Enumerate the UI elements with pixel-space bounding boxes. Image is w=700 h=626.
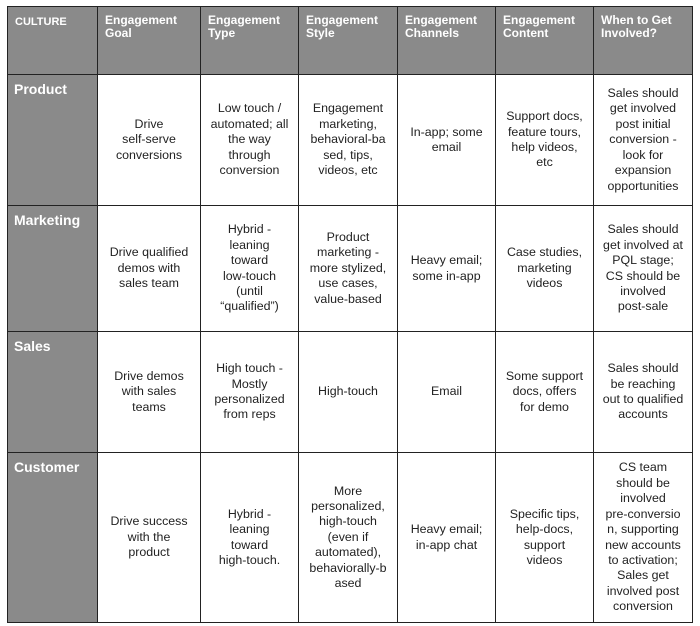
cell-goal xyxy=(98,75,201,206)
header-line: Content xyxy=(503,26,549,40)
cell-line: Drive qualified xyxy=(109,245,189,260)
cell-line: CS should be xyxy=(605,268,681,283)
cell-line: Hybrid - xyxy=(227,222,272,237)
cell-line: expansion xyxy=(614,163,672,178)
cell-goal xyxy=(98,332,201,453)
cell-line: Product xyxy=(326,229,370,244)
cell-line: Drive xyxy=(134,116,164,131)
cell-line: post initial xyxy=(615,116,671,131)
cell-line: High-touch xyxy=(318,384,378,399)
cell-line: high-touch. xyxy=(218,552,281,567)
cell-line: help videos, xyxy=(511,140,578,154)
cell-line: personalized, xyxy=(311,498,385,513)
cell-line: more stylized, xyxy=(309,260,387,275)
cell-line: help-docs, xyxy=(515,522,574,537)
cell-goal xyxy=(98,453,201,623)
cell-line: use cases, xyxy=(318,276,378,291)
cell-line: In-app; some xyxy=(410,124,483,139)
cell-style xyxy=(299,75,398,206)
cell-line: product xyxy=(128,545,170,560)
cell-line: toward xyxy=(230,253,269,268)
cell-content xyxy=(496,332,594,453)
cell-line: teams xyxy=(132,399,166,414)
cell-type xyxy=(201,453,299,623)
cell-line: Heavy email; xyxy=(410,253,483,268)
cell-line: automated), xyxy=(314,545,382,560)
cell-line: post-sale xyxy=(617,299,669,314)
cell-line: self-serve xyxy=(122,132,176,147)
cell-line: for demo xyxy=(520,399,569,414)
cell-line: conversion - xyxy=(609,132,677,147)
cell-line: marketing, xyxy=(319,116,377,131)
cell-line: Case studies, xyxy=(506,245,583,260)
cell-line: get involved at xyxy=(603,237,683,252)
cell-line: behavioral-ba xyxy=(310,132,386,147)
cell-line: new accounts xyxy=(605,537,681,552)
cell-channels xyxy=(398,75,496,206)
cell-line: with sales xyxy=(121,384,177,399)
cell-line: demos with xyxy=(117,260,181,275)
cell-line: pre-conversio xyxy=(605,506,681,521)
cell-line: (until xyxy=(236,283,263,298)
cell-line: marketing xyxy=(517,260,572,275)
header-line: When to Get xyxy=(601,13,672,27)
cell-line: Sales should xyxy=(607,361,679,376)
cell-when-involved xyxy=(594,332,693,453)
cell-type xyxy=(201,75,299,206)
row-label: Marketing xyxy=(8,206,98,332)
cell-line: some in-app xyxy=(412,268,481,283)
header-line: Channels xyxy=(405,26,460,40)
cell-line: feature tours, xyxy=(507,124,581,139)
cell-line: involved xyxy=(620,491,666,506)
cell-line: “qualified”) xyxy=(220,299,279,314)
cell-when-involved xyxy=(594,453,693,623)
cell-content xyxy=(496,75,594,206)
cell-line: high-touch xyxy=(319,514,377,529)
cell-line: (even if xyxy=(327,529,369,544)
cell-line: etc xyxy=(536,155,553,170)
table-row xyxy=(8,453,693,623)
cell-line: n, supporting xyxy=(607,522,679,537)
header-line: Engagement xyxy=(306,13,379,27)
cell-line: personalized xyxy=(214,392,285,406)
cell-line: conversion xyxy=(613,599,673,614)
table-row xyxy=(8,332,693,453)
header-line: Engagement xyxy=(503,13,576,27)
table-row xyxy=(8,75,693,206)
cell-line: Some support xyxy=(505,368,584,383)
header-line: Style xyxy=(306,26,335,40)
header-line: Engagement xyxy=(105,13,178,27)
cell-line: involved post xyxy=(606,583,680,598)
header-line: Engagement xyxy=(208,13,281,27)
header-engagement-type xyxy=(201,7,299,75)
cell-line: Sales get xyxy=(617,568,669,583)
cell-line: videos, etc xyxy=(318,163,378,178)
cell-line: Low touch / xyxy=(217,101,282,116)
header-engagement-goal xyxy=(98,7,201,75)
header-culture: CULTURE xyxy=(8,7,98,75)
cell-line: from reps xyxy=(223,407,276,422)
header-line: Goal xyxy=(105,26,132,40)
table-row xyxy=(8,206,693,332)
cell-content xyxy=(496,453,594,623)
cell-channels xyxy=(398,332,496,453)
cell-line: Drive success xyxy=(110,514,188,529)
cell-line: PQL stage; xyxy=(612,253,674,268)
row-label: Customer xyxy=(8,453,98,623)
cell-line: with the xyxy=(127,529,171,544)
header-line: Engagement xyxy=(405,13,478,27)
cell-line: involved xyxy=(620,283,666,298)
cell-line: automated; all xyxy=(210,116,289,131)
cell-line: should be xyxy=(616,475,670,490)
header-line: Involved? xyxy=(601,26,658,40)
cell-type xyxy=(201,332,299,453)
cell-line: out to qualified xyxy=(602,392,684,406)
table-body xyxy=(8,75,693,623)
cell-line: opportunities xyxy=(607,178,679,193)
cell-line: Heavy email; xyxy=(410,522,483,537)
cell-line: accounts xyxy=(618,407,668,422)
row-label: Sales xyxy=(8,332,98,453)
cell-line: Sales should xyxy=(607,86,679,101)
cell-line: CS team xyxy=(618,460,668,475)
header-when-to-get-involved xyxy=(594,7,693,75)
cell-line: Sales should xyxy=(607,222,679,237)
cell-line: in-app chat xyxy=(415,537,478,552)
cell-line: sales team xyxy=(119,276,179,291)
header-engagement-channels xyxy=(398,7,496,75)
cell-line: sed, tips, xyxy=(323,147,373,162)
cell-line: Email xyxy=(431,384,462,399)
cell-line: the way xyxy=(228,132,271,147)
cell-line: Support docs, xyxy=(506,109,583,124)
cell-line: Engagement xyxy=(312,101,384,116)
cell-line: value-based xyxy=(314,291,382,306)
cell-line: ased xyxy=(334,576,362,591)
cell-line: conversion xyxy=(219,163,280,178)
cell-when-involved xyxy=(594,206,693,332)
cell-line: leaning xyxy=(229,522,270,537)
cell-line: Specific tips, xyxy=(509,506,580,521)
cell-line: toward xyxy=(230,537,269,552)
cell-content xyxy=(496,206,594,332)
cell-line: be reaching xyxy=(610,376,676,391)
cell-line: low-touch xyxy=(222,268,277,283)
cell-type xyxy=(201,206,299,332)
header-engagement-style xyxy=(299,7,398,75)
cell-line: videos xyxy=(526,276,563,291)
header-line: Type xyxy=(208,26,236,40)
cell-line: docs, offers xyxy=(512,384,577,399)
culture-engagement-table xyxy=(7,6,693,623)
cell-channels xyxy=(398,453,496,623)
cell-line: support xyxy=(523,537,566,552)
row-label: Product xyxy=(8,75,98,206)
header-engagement-content xyxy=(496,7,594,75)
cell-channels xyxy=(398,206,496,332)
cell-line: leaning xyxy=(229,237,270,252)
cell-goal xyxy=(98,206,201,332)
cell-line: get involved xyxy=(609,101,677,116)
cell-line: Hybrid - xyxy=(227,506,272,521)
cell-style xyxy=(299,332,398,453)
cell-line: through xyxy=(228,147,271,162)
cell-style xyxy=(299,206,398,332)
cell-style xyxy=(299,453,398,623)
cell-line: videos xyxy=(526,552,563,567)
header-row xyxy=(8,7,693,75)
cell-line: to activation; xyxy=(608,552,678,567)
culture-engagement-table-wrapper xyxy=(7,6,693,623)
cell-line: Drive demos xyxy=(114,368,184,383)
cell-line: behaviorally-b xyxy=(309,560,387,575)
cell-line: Mostly xyxy=(231,376,268,391)
cell-line: email xyxy=(431,140,462,154)
cell-line: conversions xyxy=(115,147,183,162)
cell-line: look for xyxy=(622,147,664,162)
cell-line: marketing - xyxy=(317,245,379,260)
cell-line: High touch - xyxy=(216,361,283,376)
cell-line: More xyxy=(333,483,363,498)
cell-when-involved xyxy=(594,75,693,206)
